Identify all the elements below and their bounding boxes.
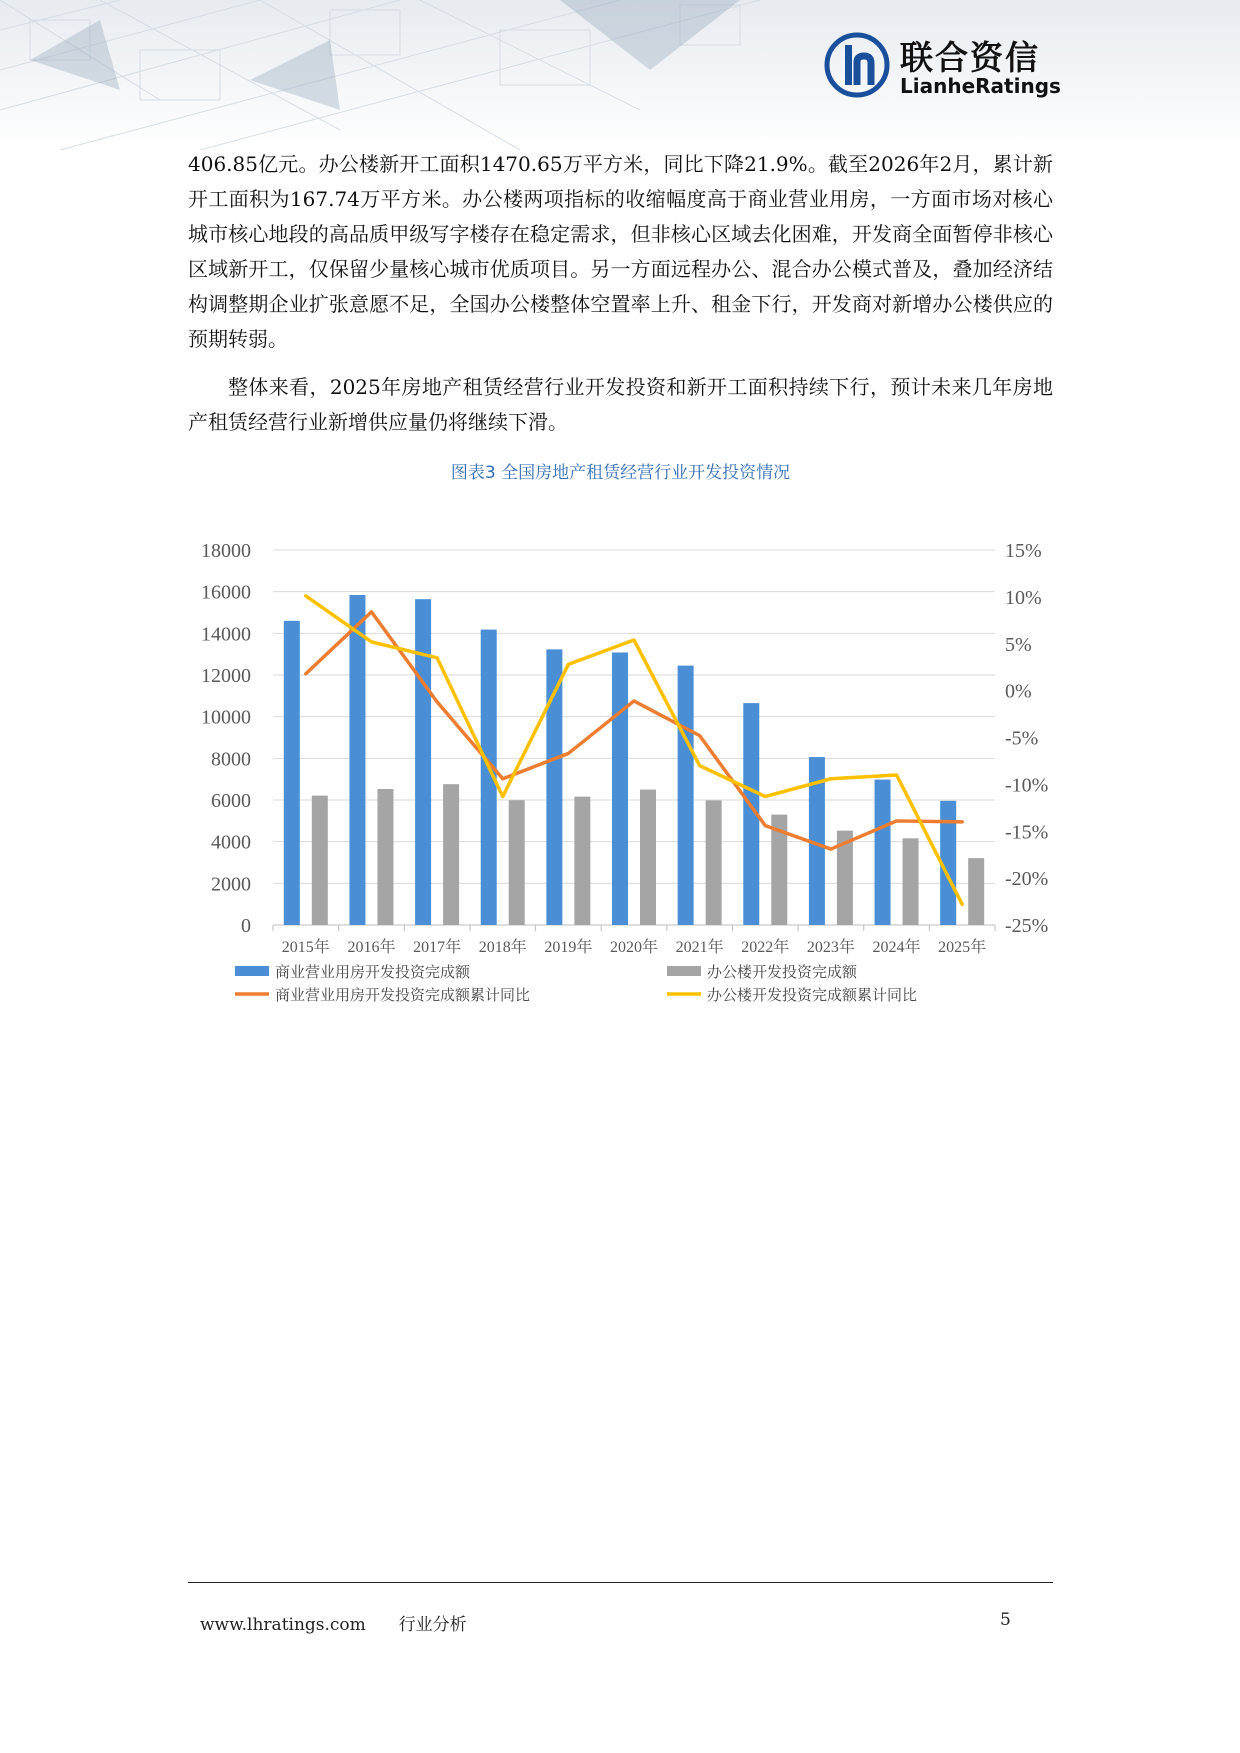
legend-swatch xyxy=(235,966,269,976)
legend-label: 商业营业用房开发投资完成额累计同比 xyxy=(275,986,531,1004)
y-right-tick-label: 5% xyxy=(1005,633,1032,656)
x-tick-label: 2015年 xyxy=(281,939,330,956)
y-left-tick-label: 10000 xyxy=(201,706,251,729)
x-tick-label: 2018年 xyxy=(478,939,527,956)
bar-office xyxy=(903,838,919,925)
x-tick-label: 2025年 xyxy=(938,939,987,956)
bar-office xyxy=(312,796,328,925)
y-left-tick-label: 0 xyxy=(241,915,251,937)
x-tick-label: 2016年 xyxy=(347,939,396,956)
y-left-tick-label: 4000 xyxy=(211,831,251,854)
legend-label: 办公楼开发投资完成额累计同比 xyxy=(707,986,918,1004)
y-left-tick-label: 12000 xyxy=(201,665,251,687)
bar-office xyxy=(443,784,459,925)
bar-commercial xyxy=(415,599,431,925)
logo-english-name: LianheRatings xyxy=(900,74,1061,98)
footer-website[interactable]: www.lhratings.com xyxy=(200,1615,366,1635)
line-office-yoy xyxy=(306,596,962,904)
y-right-tick-label: -10% xyxy=(1005,774,1049,797)
company-logo xyxy=(824,30,1061,102)
bar-office xyxy=(640,790,656,925)
page-number: 5 xyxy=(1000,1610,1011,1630)
y-right-tick-label: -20% xyxy=(1005,868,1049,891)
footer-left xyxy=(200,1610,467,1635)
bar-office xyxy=(509,800,525,925)
bar-commercial xyxy=(612,653,628,926)
y-left-tick-label: 14000 xyxy=(201,623,251,646)
y-right-tick-label: -5% xyxy=(1005,727,1039,750)
legend-label: 办公楼开发投资完成额 xyxy=(707,963,858,981)
x-tick-label: 2024年 xyxy=(872,939,921,956)
y-right-tick-label: 15% xyxy=(1005,540,1042,562)
bar-commercial xyxy=(284,621,300,925)
y-left-tick-label: 6000 xyxy=(211,790,251,812)
y-left-tick-label: 2000 xyxy=(211,873,251,896)
line-commercial-yoy xyxy=(306,612,962,849)
bar-office xyxy=(574,797,590,925)
y-left-tick-label: 18000 xyxy=(201,540,251,562)
bar-commercial xyxy=(875,780,891,925)
legend-label: 商业营业用房开发投资完成额 xyxy=(275,963,471,981)
investment-chart xyxy=(170,520,1070,1020)
footer-section: 行业分析 xyxy=(398,1615,467,1635)
x-tick-label: 2023年 xyxy=(806,939,855,956)
bar-commercial xyxy=(349,595,365,925)
logo-chinese-name: 联合资信 xyxy=(900,38,1040,77)
bar-office xyxy=(968,858,984,925)
x-tick-label: 2022年 xyxy=(741,939,790,956)
bar-office xyxy=(706,800,722,925)
y-left-tick-label: 16000 xyxy=(201,581,251,604)
paragraph-office-construction: 406.85亿元。办公楼新开工面积1470.65万平方米，同比下降21.9%。截至2026年2月，累计新开工面积为167.74万平方米。办公楼两项指标的收缩幅度高于商业营业用房，一方面市场对核心城市核心地段的高品质甲级写字楼存在稳定需求，但非核心区域去化困难，开发商全面暂停非核心区域新开工，仅保留少量核心城市优质项目。另一方面远程办公、混合办公模式普及，叠加经济结构调整期企业扩张意愿不足，全国办公楼整体空置率上升、租金下行，开发商对新增办公楼供应的预期转弱。 xyxy=(188,152,1053,351)
figure-title: 图表3 全国房地产租赁经营行业开发投资情况 xyxy=(450,463,791,483)
x-tick-label: 2020年 xyxy=(609,939,659,956)
bar-commercial xyxy=(678,666,694,925)
legend-swatch xyxy=(667,966,701,976)
y-right-tick-label: 10% xyxy=(1005,586,1042,609)
footer-divider xyxy=(188,1582,1053,1583)
x-tick-label: 2021年 xyxy=(675,939,724,956)
bar-office xyxy=(377,789,393,925)
y-right-tick-label: 0% xyxy=(1005,680,1032,703)
paragraph-overall-outlook: 整体来看，2025年房地产租赁经营行业开发投资和新开工面积持续下行，预计未来几年房地产租赁经营行业新增供应量仍将继续下滑。 xyxy=(188,375,1053,434)
x-tick-label: 2017年 xyxy=(413,939,462,956)
y-left-tick-label: 8000 xyxy=(211,748,251,771)
y-right-tick-label: -25% xyxy=(1005,915,1049,937)
y-right-tick-label: -15% xyxy=(1005,821,1049,844)
lianhe-logo-icon xyxy=(824,32,890,98)
x-tick-label: 2019年 xyxy=(544,939,593,956)
